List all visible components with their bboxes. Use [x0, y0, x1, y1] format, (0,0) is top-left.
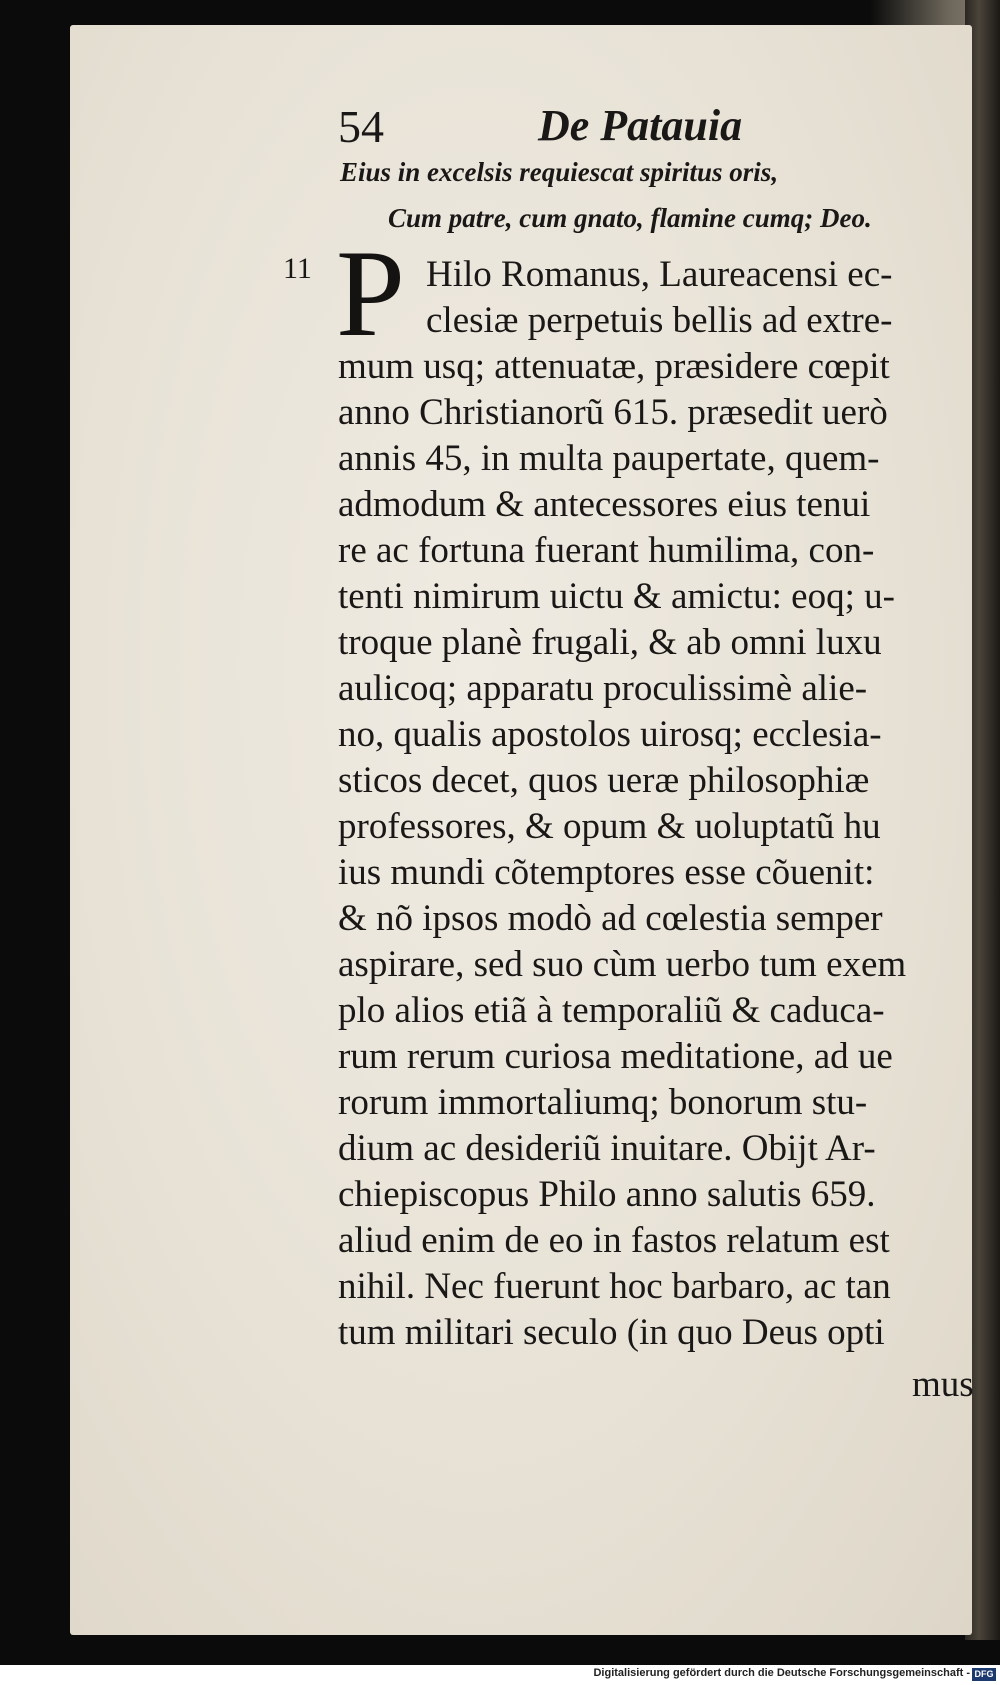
text-line: plo alios etiã à temporaliũ & caduca- [338, 990, 885, 1031]
text-line: chiepiscopus Philo anno salutis 659. [338, 1174, 876, 1215]
verse-line-2: Cum patre, cum gnato, flamine cumq; Deo. [388, 203, 872, 233]
dfg-logo-icon: DFG [972, 1668, 996, 1681]
text-line: clesiæ perpetuis bellis ad extre- [426, 300, 893, 341]
text-line: mum usq; attenuatæ, præsidere cœpit [338, 346, 890, 387]
text-line: annis 45, in multa paupertate, quem- [338, 438, 880, 479]
margin-number: 11 [283, 252, 312, 285]
text-line: professores, & opum & uoluptatũ hu [338, 806, 881, 847]
text-line: sticos decet, quos ueræ philosophiæ [338, 760, 870, 801]
verse-line-1: Eius in excelsis requiescat spiritus oris, [340, 157, 779, 187]
drop-initial: P [336, 225, 405, 362]
page-number: 54 [338, 101, 384, 152]
text-line: dium ac desideriũ inuitare. Obijt Ar- [338, 1128, 876, 1169]
text-line: re ac fortuna fuerant humilima, con- [338, 530, 875, 571]
text-line: troque planè frugali, & ab omni luxu [338, 622, 882, 663]
text-line: aulicoq; apparatu proculissimè alie- [338, 668, 868, 709]
text-line: rorum immortaliumq; bonorum stu- [338, 1082, 868, 1123]
text-line: tum militari seculo (in quo Deus opti [338, 1312, 885, 1353]
text-line: anno Christianorũ 615. præsedit uerò [338, 392, 888, 433]
running-head: De Patauia [538, 101, 743, 150]
text-line: Hilo Romanus, Laureacensi ec- [426, 254, 893, 295]
text-line: rum rerum curiosa meditatione, ad ue [338, 1036, 893, 1077]
text-line: & nõ ipsos modò ad cœlestia semper [338, 898, 883, 939]
text-line: aspirare, sed suo cùm uerbo tum exem [338, 944, 907, 985]
page-header [338, 100, 758, 160]
text-line: tenti nimirum uictu & amictu: eoq; u- [338, 576, 895, 617]
text-line: aliud enim de eo in fastos relatum est [338, 1220, 890, 1261]
text-line: no, qualis apostolos uirosq; ecclesia- [338, 714, 882, 755]
catchword: mus [912, 1364, 974, 1405]
text-line: ius mundi cõtemptores esse cõuenit: [338, 852, 875, 893]
text-line: admodum & antecessores eius tenui [338, 484, 871, 525]
text-line: nihil. Nec fuerunt hoc barbaro, ac tan [338, 1266, 891, 1307]
digitization-credit: Digitalisierung gefördert durch die Deutsche Forschungsgemeinschaft - [593, 1667, 970, 1679]
